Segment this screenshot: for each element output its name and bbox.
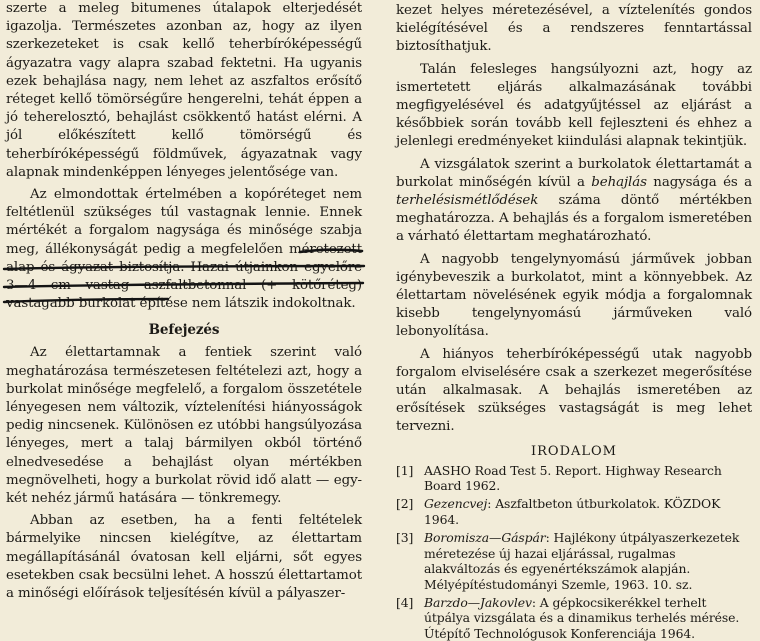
- paragraph: Az elmondottak értelmében a kopóréteget nem feltétlenül szükséges túl vastagnak lennie. Ennek mértékét a forgalom nagysága és minősége szabja meg, állékonyságát pedig a megfelelően méretezett alap és ágyazat biztosítja. Hazai útjainkon egyelőre 3—4 cm vastag aszfaltbetonnal (+ kötőréteg) vastagabb burkolat építése nem látszik indokoltnak.: [6, 187, 362, 312]
- reference-text: : A gépkocsikerékkel terhelt útpálya vizsgálata és a dinamikus terhelés mérése. Útépítő Technológusok Konferenciája 1964.: [424, 594, 740, 641]
- reference-item: [396, 463, 752, 494]
- reference-author: Boromisza—Gáspár: [424, 530, 546, 546]
- paragraph: kezet helyes méretezésével, a víztelenítés gondos kielégítésével és a rendszeres fenntartással biztosíthatjuk.: [396, 3, 752, 55]
- reference-text: AASHO Road Test 5. Report. Highway Research Board 1962.: [424, 462, 722, 494]
- reference-number: [4]: [396, 594, 414, 610]
- reference-text: : Hajlékony útpályaszerkezetek méretezése új hazai eljárással, rugalmas alakváltozás és egyenértékszámok alapján. Mélyépítéstudományi Szemle, 1963. 10. sz.: [424, 530, 740, 592]
- paragraph: A nagyobb tengelynyomású járművek jobban igénybeveszik a burkolatot, mint a könnyebbek. Az élettartam növelésének egyik módja a forgalomnak kisebb tengelynyomású járműveken való lebonyolítása.: [396, 251, 752, 340]
- references-heading: IRODALOM: [531, 443, 617, 459]
- reference-number: [2]: [396, 496, 414, 512]
- reference-author: Barzdo—Jakovlev: [424, 594, 532, 610]
- reference-number: [3]: [396, 530, 414, 546]
- left-column: [6, 0, 362, 603]
- paragraph-text: nagysága és a: [646, 174, 752, 190]
- paragraph-text: száma döntő mértékben meghatározza. A behajlás és a forgalom ismeretében a várható élettartam meghatározható.: [396, 193, 752, 245]
- paragraph: Az élettartamnak a fentiek szerint való meghatározása természetesen feltételezi azt, hogy a burkolat minősége megfelelő, a forgalom összetétele lényegesen nem változik, víztelenítési hiányosságok pedig nincsenek. Különösen ez utóbbi hangsúlyozása lényeges, mert a talaj bármilyen okból történő elnedvesedése a behajlást olyan mértékben megnövelheti, hogy a burkolat rövid idő alatt — egy-két nehéz jármű hatására — tönkremegy.: [6, 345, 362, 507]
- paragraph-text: A vizsgálatok szerint a burkolatok élettartamát a burkolat minőségén kívül a: [396, 156, 752, 190]
- reference-author: Gezencvej: [424, 496, 488, 512]
- emphasis-term: behajlás: [591, 174, 647, 190]
- reference-item: [396, 595, 752, 641]
- reference-item: [396, 496, 752, 527]
- section-heading: Befejezés: [148, 322, 220, 339]
- paragraph: [396, 156, 752, 247]
- paragraph: Talán felesleges hangsúlyozni azt, hogy az ismertetett eljárás alkalmazásának további megfigyelésével és adatgyűjtéssel az eljárást a későbbiek során tovább kell fejleszteni és ehhez a jelenlegi eredményeket kiindulási alapnak tekintjük.: [396, 61, 752, 150]
- reference-number: [1]: [396, 462, 414, 478]
- emphasis-term: terhelésismétlődések: [396, 193, 539, 209]
- paragraph: A hiányos teherbíróképességű utak nagyobb forgalom elviselésére csak a szerkezet megerősítése után alkalmasak. A behajlás ismeretében az erősítések szükséges vastagságát is meg lehet tervezni.: [396, 346, 752, 435]
- reference-text: : Aszfaltbeton útburkolatok. KÖZDOK 1964.: [424, 496, 721, 527]
- reference-item: [396, 530, 752, 592]
- right-column: [396, 2, 752, 641]
- paragraph: szerte a meleg bitumenes útalapok elterjedését igazolja. Természetes azonban az, hogy az ilyen szerkezeteket is csak kellő teherbíróképességű ágyazatra vagy alapra szabad fektetni. Ha ugyanis ezek behajlása nagy, nem lehet az aszfaltos erősítő réteget kellő tömörségűre hengerelni, tehát éppen a jó teherelosztó, behajlást csökkentő hatást elérni. A jól előkészített kellő tömörségű és teherbíróképességű földművek, ágyazatnak vagy alapnak mindenképpen lényeges jelentősége van.: [6, 1, 362, 180]
- paragraph: Abban az esetben, ha a fenti feltételek bármelyike nincsen kielégítve, az élettartam megállapításánál óvatosan kell eljárni, sőt egyes esetekben csak becsülni lehet. A hosszú élettartamot a minőségi előírások teljesítésén kívül a pályaszer-: [6, 513, 362, 602]
